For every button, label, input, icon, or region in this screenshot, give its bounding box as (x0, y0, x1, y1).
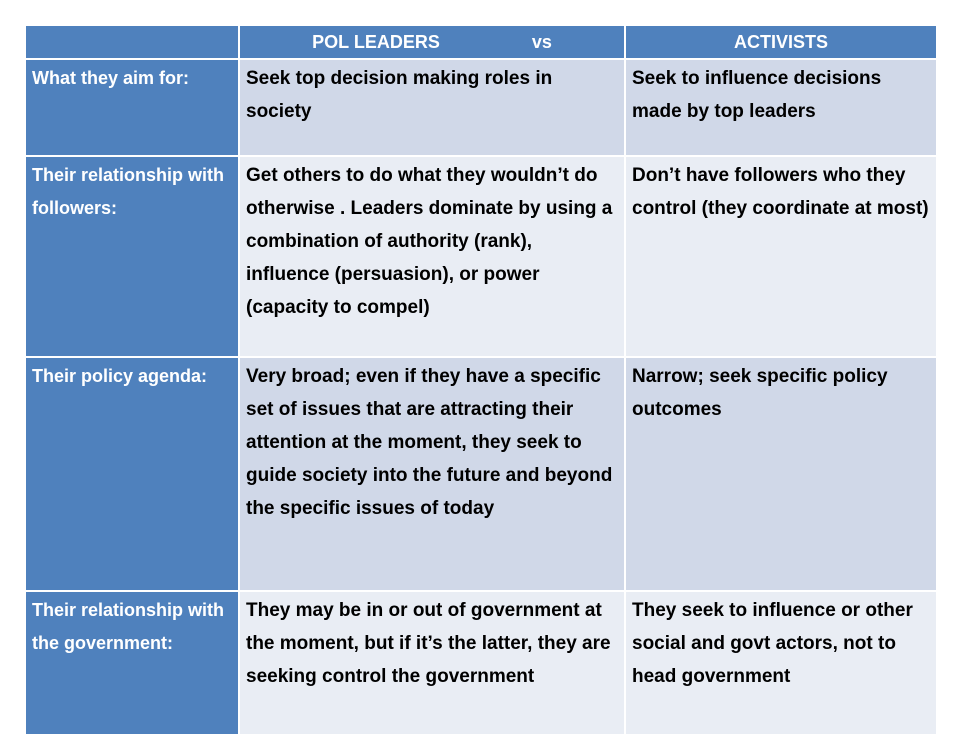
table-row (25, 59, 937, 156)
leaders-cell: They may be in or out of government at the moment, but if it’s the latter, they are seeking control the government (239, 591, 625, 735)
header-leaders-cell (239, 25, 625, 59)
header-corner-cell (25, 25, 239, 59)
table-row (25, 156, 937, 357)
row-label: Their relationship with the government: (25, 591, 239, 735)
row-label: Their relationship with followers: (25, 156, 239, 357)
table-row (25, 357, 937, 591)
activists-cell: Seek to influence decisions made by top leaders (625, 59, 937, 156)
table-row (25, 591, 937, 735)
leaders-cell: Very broad; even if they have a specific set of issues that are attracting their attention at the moment, they seek to guide society into the future and beyond the specific issues of today (239, 357, 625, 591)
leaders-cell: Seek top decision making roles in society (239, 59, 625, 156)
comparison-table-container (24, 24, 936, 720)
comparison-table (24, 24, 938, 736)
activists-cell: Don’t have followers who they control (they coordinate at most) (625, 156, 937, 357)
activists-cell: They seek to influence or other social and govt actors, not to head government (625, 591, 937, 735)
row-label: What they aim for: (25, 59, 239, 156)
row-label: Their policy agenda: (25, 357, 239, 591)
header-leaders-label: POL LEADERS (312, 32, 440, 52)
leaders-cell: Get others to do what they wouldn’t do otherwise . Leaders dominate by using a combination of authority (rank), influence (persuasion), or power (capacity to compel) (239, 156, 625, 357)
header-row (25, 25, 937, 59)
header-activists-cell: ACTIVISTS (625, 25, 937, 59)
activists-cell: Narrow; seek specific policy outcomes (625, 357, 937, 591)
header-vs-label: vs (531, 32, 552, 52)
